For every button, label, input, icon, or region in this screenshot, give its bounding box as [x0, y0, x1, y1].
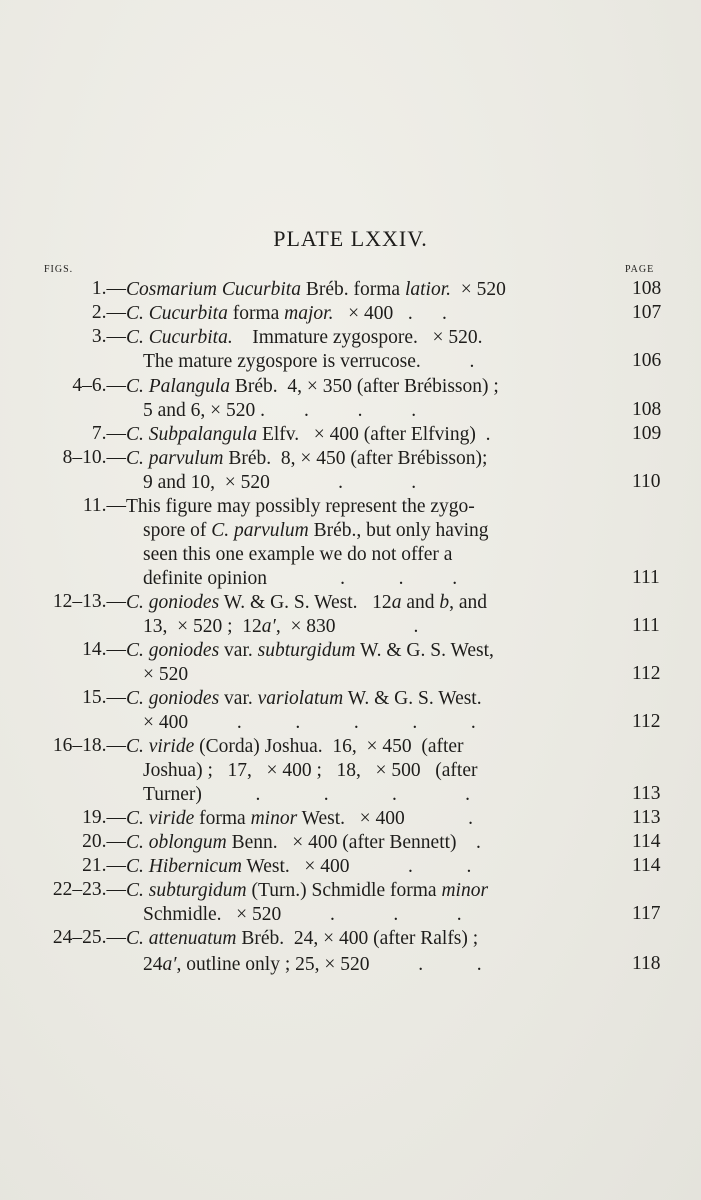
fig-number: 12–13.—: [52, 591, 126, 612]
entry-line: C. parvulum Bréb. 8, × 450 (after Brébisson);: [126, 448, 488, 469]
entry-line: Turner) . . . .: [143, 784, 470, 805]
fig-number: 14.—: [82, 639, 126, 660]
entry-line: Schmidle. × 520 . . .: [143, 904, 462, 925]
page-number: 108: [632, 399, 662, 420]
entry-line: × 400 . . . . .: [143, 712, 476, 733]
entry-line: definite opinion . . .: [143, 568, 458, 589]
page-number: 111: [632, 615, 660, 636]
page-number: 114: [632, 855, 661, 876]
fig-number: 11.—: [82, 495, 126, 516]
entry-line: C. viride (Corda) Joshua. 16, × 450 (after: [126, 736, 464, 757]
page-number: 114: [632, 831, 661, 852]
entry-line: This figure may possibly represent the zygo-: [126, 496, 475, 517]
entry-line: 24a′, outline only ; 25, × 520 . .: [143, 954, 482, 975]
entry-line: C. Hibernicum West. × 400 . .: [126, 856, 472, 877]
fig-number: 2.—: [91, 302, 126, 323]
entry-line: C. oblongum Benn. × 400 (after Bennett) .: [126, 832, 481, 853]
plate-title: PLATE LXXIV.: [273, 226, 428, 251]
figs-header: FIGS.: [44, 264, 74, 275]
page-number: 113: [632, 807, 661, 828]
entry-line: Cosmarium Cucurbita Bréb. forma latior. × 520: [126, 279, 506, 300]
fig-number: 15.—: [82, 687, 126, 708]
page-header: PAGE: [625, 264, 655, 275]
fig-number: 22–23.—: [52, 879, 126, 900]
page-number: 112: [632, 711, 661, 732]
fig-number: 21.—: [82, 855, 126, 876]
page-number: 118: [632, 953, 661, 974]
entry-line: C. goniodes W. & G. S. West. 12a and b, and: [126, 592, 487, 613]
fig-number: 16–18.—: [52, 735, 126, 756]
page-number: 110: [632, 471, 661, 492]
entry-line: C. Cucurbita. Immature zygospore. × 520.: [126, 327, 483, 348]
fig-number: 24–25.—: [52, 927, 126, 948]
entry-line: 9 and 10, × 520 . .: [143, 472, 417, 493]
fig-number: 19.—: [82, 807, 126, 828]
fig-number: 7.—: [91, 423, 126, 444]
entry-line: × 520: [143, 664, 189, 685]
page-number: 112: [632, 663, 661, 684]
entry-line: spore of C. parvulum Bréb., but only having: [143, 520, 489, 541]
page-number: 117: [632, 903, 661, 924]
page-number: 108: [632, 278, 662, 299]
fig-number: 1.—: [91, 278, 126, 299]
page-number: 113: [632, 783, 661, 804]
entry-line: C. Cucurbita forma major. × 400 . .: [126, 303, 447, 324]
entry-line: C. viride forma minor West. × 400 .: [126, 808, 474, 829]
entry-line: C. Subpalangula Elfv. × 400 (after Elfving) .: [126, 424, 491, 445]
entry-line: The mature zygospore is verrucose. .: [143, 351, 475, 372]
entry-line: seen this one example we do not offer a: [143, 544, 453, 565]
entry-line: C. goniodes var. subturgidum W. & G. S. West,: [126, 640, 494, 661]
entry-line: C. goniodes var. variolatum W. & G. S. West.: [126, 688, 482, 709]
page-number: 111: [632, 567, 660, 588]
entry-line: C. attenuatum Bréb. 24, × 400 (after Ralfs) ;: [126, 928, 479, 949]
entry-line: Joshua) ; 17, × 400 ; 18, × 500 (after: [143, 760, 478, 781]
entry-line: 5 and 6, × 520 . . . .: [143, 400, 417, 421]
entry-line: C. subturgidum (Turn.) Schmidle forma minor: [126, 880, 489, 901]
page-number: 109: [632, 423, 662, 444]
page-number: 106: [632, 350, 662, 371]
entry-line: 13, × 520 ; 12a′, × 830 .: [143, 616, 419, 637]
fig-number: 4–6.—: [72, 375, 126, 396]
fig-number: 20.—: [82, 831, 126, 852]
fig-number: 8–10.—: [62, 447, 126, 468]
fig-number: 3.—: [91, 326, 126, 347]
page-number: 107: [632, 302, 662, 323]
entry-line: C. Palangula Bréb. 4, × 350 (after Brébisson) ;: [126, 376, 499, 397]
